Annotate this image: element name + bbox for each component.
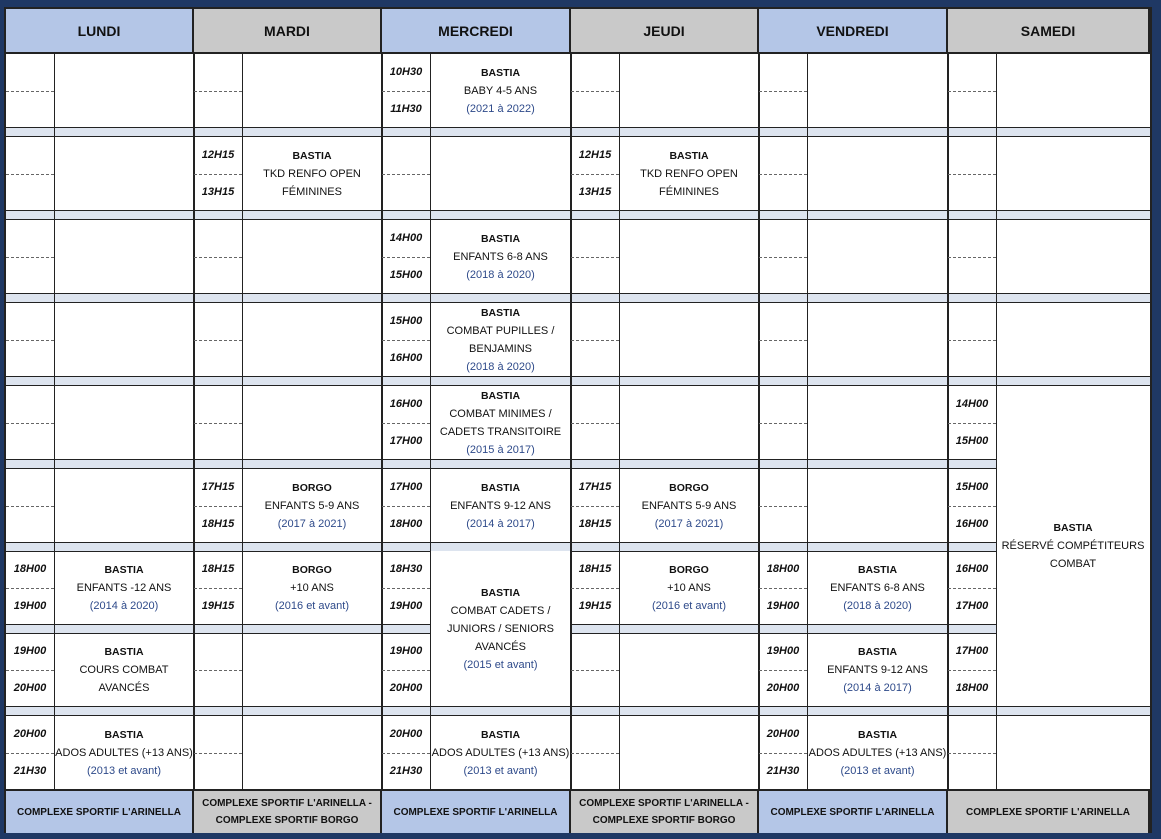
time-slot-divider [948, 174, 996, 175]
time-slot-divider [948, 91, 996, 92]
class-years: (2013 et avant) [87, 764, 161, 777]
class-title-line: ENFANTS 9-12 ANS [450, 499, 551, 512]
class-end-time: 11H30 [390, 103, 422, 115]
time-slot-divider [571, 506, 619, 507]
class-end-time: 18H15 [578, 518, 612, 530]
class-start-time: 18H30 [389, 563, 423, 575]
venue-footer-line: COMPLEXE SPORTIF BORGO [592, 815, 736, 826]
class-location: BASTIA [480, 586, 521, 599]
time-slot-divider [194, 340, 242, 341]
class-years: (2015 à 2017) [466, 443, 535, 456]
class-end-time: 15H00 [389, 269, 423, 281]
class-entry [430, 469, 571, 542]
time-slot-divider [382, 506, 430, 507]
class-start-time: 20H00 [766, 728, 800, 740]
time-slot-divider [6, 340, 54, 341]
class-years: (2016 et avant) [652, 599, 726, 612]
class-title-line: BENJAMINS [469, 342, 532, 355]
time-slot-divider [571, 588, 619, 589]
venue-footer [382, 789, 571, 833]
time-slot-divider [194, 174, 242, 175]
time-slot-divider [948, 423, 996, 424]
day-header-lundi: LUNDI [6, 9, 194, 54]
class-entry [619, 469, 759, 542]
class-entry [807, 633, 948, 706]
class-title-line: COMBAT [1049, 558, 1097, 570]
class-years: (2014 à 2017) [843, 681, 912, 694]
class-years: (2013 et avant) [840, 764, 915, 777]
class-location: BASTIA [480, 306, 521, 319]
time-slot-divider [382, 423, 430, 424]
class-end-time: 19H15 [201, 600, 235, 612]
time-slot-divider [194, 506, 242, 507]
time-slot-divider [571, 753, 619, 754]
class-entry [430, 386, 571, 459]
saturday-end-time: 16H00 [955, 518, 989, 530]
row-separator [6, 127, 1150, 137]
time-slot-divider [382, 753, 430, 754]
class-end-time: 20H00 [766, 682, 800, 694]
row-separator [6, 459, 1150, 469]
class-location: BASTIA [480, 66, 521, 79]
class-entry [430, 551, 571, 706]
time-slot-divider [759, 257, 807, 258]
venue-footer-line: COMPLEXE SPORTIF L'ARINELLA [393, 806, 558, 818]
time-slot-divider [759, 340, 807, 341]
time-slot-divider [948, 753, 996, 754]
saturday-end-time: 17H00 [955, 600, 989, 612]
time-slot-divider [759, 588, 807, 589]
class-entry [242, 551, 382, 624]
time-slot-divider [6, 753, 54, 754]
class-title-line: COMBAT PUPILLES / [446, 324, 555, 337]
class-title-line: ADOS ADULTES (+13 ANS) [55, 746, 193, 759]
class-location: BASTIA [104, 563, 144, 576]
venue-footer-line: COMPLEXE SPORTIF L'ARINELLA [965, 806, 1131, 818]
time-slot-divider [948, 588, 996, 589]
class-entry [430, 716, 571, 789]
day-header-vendredi: VENDREDI [759, 9, 948, 54]
time-slot-divider [194, 753, 242, 754]
class-title-line: BABY 4-5 ANS [463, 84, 538, 97]
class-start-time: 19H00 [13, 645, 47, 657]
saturday-end-time: 18H00 [955, 682, 989, 694]
time-slot-divider [382, 670, 430, 671]
time-slot-divider [948, 340, 996, 341]
saturday-start-time: 17H00 [955, 645, 989, 657]
time-slot-divider [759, 423, 807, 424]
class-entry [242, 137, 382, 210]
class-end-time: 18H15 [201, 518, 235, 530]
time-slot-divider [948, 257, 996, 258]
class-years: (2018 à 2020) [466, 268, 535, 281]
class-end-time: 13H15 [578, 186, 612, 198]
row-separator [6, 293, 1150, 303]
class-start-time: 16H00 [389, 398, 423, 410]
time-slot-divider [6, 91, 54, 92]
row-separator [6, 210, 1150, 220]
time-slot-divider [194, 670, 242, 671]
class-start-time: 10H30 [389, 66, 423, 78]
time-slot-divider [759, 506, 807, 507]
class-end-time: 19H00 [13, 600, 47, 612]
class-title-line: TKD RENFO OPEN [640, 167, 738, 180]
class-end-time: 20H00 [13, 682, 47, 694]
time-slot-divider [759, 91, 807, 92]
class-title-line: COMBAT CADETS / [450, 604, 551, 617]
class-location: BORGO [669, 563, 709, 576]
row-separator [6, 376, 1150, 386]
class-entry [807, 716, 948, 789]
class-title-line: ADOS ADULTES (+13 ANS) [808, 746, 947, 759]
class-years: (2013 et avant) [463, 764, 538, 777]
class-location: BORGO [669, 481, 709, 494]
class-title-line: ENFANTS 5-9 ANS [641, 499, 737, 512]
class-start-time: 20H00 [389, 728, 423, 740]
class-entry [807, 551, 948, 624]
class-end-time: 21H30 [766, 765, 800, 777]
class-title-line: ENFANTS 9-12 ANS [827, 663, 928, 676]
time-slot-divider [759, 174, 807, 175]
class-entry [242, 469, 382, 542]
class-location: BASTIA [480, 728, 521, 741]
venue-footer-line: COMPLEXE SPORTIF L'ARINELLA [16, 806, 182, 818]
class-end-time: 19H00 [766, 600, 800, 612]
class-title-line: CADETS TRANSITOIRE [439, 425, 562, 438]
class-start-time: 17H15 [578, 481, 612, 493]
class-start-time: 17H15 [201, 481, 235, 493]
class-title-line: AVANCÉS [475, 640, 526, 653]
class-start-time: 12H15 [578, 149, 612, 161]
class-years: (2018 à 2020) [466, 360, 535, 373]
class-entry [619, 137, 759, 210]
time-slot-divider [6, 506, 54, 507]
class-end-time: 18H00 [389, 518, 423, 530]
venue-footer-line: COMPLEXE SPORTIF L'ARINELLA - [579, 798, 749, 809]
time-slot-divider [948, 670, 996, 671]
class-title-line: AVANCÉS [98, 681, 150, 694]
venue-footer-line: COMPLEXE SPORTIF L'ARINELLA - [202, 798, 372, 809]
class-end-time: 17H00 [389, 435, 423, 447]
saturday-start-time: 15H00 [955, 481, 989, 493]
time-slot-divider [571, 670, 619, 671]
class-entry [54, 551, 194, 624]
class-title-line: FÉMININES [659, 185, 719, 198]
venue-footer [948, 789, 1150, 833]
class-location: BASTIA [480, 481, 521, 494]
time-slot-divider [759, 670, 807, 671]
class-start-time: 18H00 [766, 563, 800, 575]
venue-footer [194, 789, 382, 833]
time-slot-divider [6, 588, 54, 589]
class-years: (2018 à 2020) [843, 599, 912, 612]
day-header-samedi: SAMEDI [948, 9, 1150, 54]
time-slot-divider [194, 588, 242, 589]
class-years: (2014 à 2020) [89, 599, 159, 612]
time-slot-divider [382, 588, 430, 589]
day-header-jeudi: JEUDI [571, 9, 759, 54]
venue-footer [571, 789, 759, 833]
class-location: BASTIA [857, 645, 898, 658]
class-title-line: FÉMININES [282, 185, 342, 198]
class-start-time: 14H00 [389, 232, 423, 244]
class-title-line: TKD RENFO OPEN [263, 167, 361, 180]
class-title-line: ENFANTS -12 ANS [76, 581, 172, 594]
class-location: BASTIA [857, 563, 898, 576]
class-location: BORGO [292, 563, 332, 576]
saturday-class-entry [996, 386, 1150, 706]
class-end-time: 21H30 [389, 765, 423, 777]
class-start-time: 19H00 [389, 645, 423, 657]
class-title-line: JUNIORS / SENIORS [447, 622, 554, 635]
time-slot-divider [194, 91, 242, 92]
class-start-time: 18H15 [201, 563, 235, 575]
class-start-time: 20H00 [13, 728, 47, 740]
class-entry [430, 303, 571, 376]
venue-footer [6, 789, 194, 833]
time-slot-divider [6, 174, 54, 175]
class-start-time: 17H00 [389, 481, 423, 493]
class-start-time: 18H15 [578, 563, 612, 575]
class-location: BASTIA [480, 232, 521, 245]
class-location: BASTIA [857, 728, 898, 741]
time-slot-divider [948, 506, 996, 507]
time-slot-divider [571, 257, 619, 258]
class-end-time: 19H15 [578, 600, 612, 612]
class-start-time: 12H15 [201, 149, 235, 161]
saturday-end-time: 15H00 [955, 435, 989, 447]
class-title-line: +10 ANS [290, 581, 334, 594]
class-location: BASTIA [104, 728, 144, 741]
time-slot-divider [6, 423, 54, 424]
row-separator [6, 706, 1150, 716]
time-slot-divider [382, 257, 430, 258]
class-location: BASTIA [292, 149, 332, 162]
time-slot-divider [759, 753, 807, 754]
class-years: (2014 à 2017) [466, 517, 535, 530]
time-slot-divider [6, 670, 54, 671]
class-years: (2017 à 2021) [277, 517, 347, 530]
class-years: (2021 à 2022) [466, 102, 535, 115]
venue-footer [759, 789, 948, 833]
day-header-mardi: MARDI [194, 9, 382, 54]
class-end-time: 16H00 [389, 352, 423, 364]
class-title-line: ADOS ADULTES (+13 ANS) [431, 746, 570, 759]
class-years: (2015 et avant) [463, 658, 538, 671]
time-slot-divider [571, 423, 619, 424]
time-slot-divider [194, 423, 242, 424]
class-title-line: +10 ANS [667, 581, 711, 594]
class-entry [430, 54, 571, 127]
class-location: BASTIA [480, 389, 521, 402]
class-location: BASTIA [1053, 522, 1093, 534]
time-slot-divider [571, 174, 619, 175]
class-title-line: ENFANTS 6-8 ANS [453, 250, 548, 263]
class-title-line: COMBAT MINIMES / [449, 407, 552, 420]
class-location: BASTIA [104, 645, 144, 658]
class-title-line: ENFANTS 6-8 ANS [830, 581, 925, 594]
time-slot-divider [571, 340, 619, 341]
time-slot-divider [571, 91, 619, 92]
class-end-time: 21H30 [13, 765, 47, 777]
time-slot-divider [382, 91, 430, 92]
class-end-time: 13H15 [201, 186, 235, 198]
saturday-start-time: 16H00 [955, 563, 989, 575]
class-start-time: 19H00 [766, 645, 800, 657]
time-slot-divider [382, 174, 430, 175]
time-slot-divider [194, 257, 242, 258]
class-start-time: 15H00 [389, 315, 423, 327]
class-location: BASTIA [669, 149, 709, 162]
class-years: (2016 et avant) [275, 599, 349, 612]
class-end-time: 19H00 [389, 600, 423, 612]
class-title-line: RÉSERVÉ COMPÉTITEURS [1001, 540, 1145, 552]
class-entry [430, 220, 571, 293]
class-location: BORGO [292, 481, 332, 494]
class-entry [619, 551, 759, 624]
time-slot-divider [6, 257, 54, 258]
class-title-line: ENFANTS 5-9 ANS [264, 499, 360, 512]
class-title-line: COURS COMBAT [79, 663, 169, 676]
class-entry [54, 716, 194, 789]
time-slot-divider [382, 340, 430, 341]
class-years: (2017 à 2021) [654, 517, 724, 530]
class-entry [54, 633, 194, 706]
day-header-mercredi: MERCREDI [382, 9, 571, 54]
class-end-time: 20H00 [389, 682, 423, 694]
weekly-schedule [4, 7, 1152, 833]
venue-footer-line: COMPLEXE SPORTIF L'ARINELLA [770, 806, 935, 818]
venue-footer-line: COMPLEXE SPORTIF BORGO [215, 815, 359, 826]
class-start-time: 18H00 [13, 563, 47, 575]
saturday-start-time: 14H00 [955, 398, 989, 410]
